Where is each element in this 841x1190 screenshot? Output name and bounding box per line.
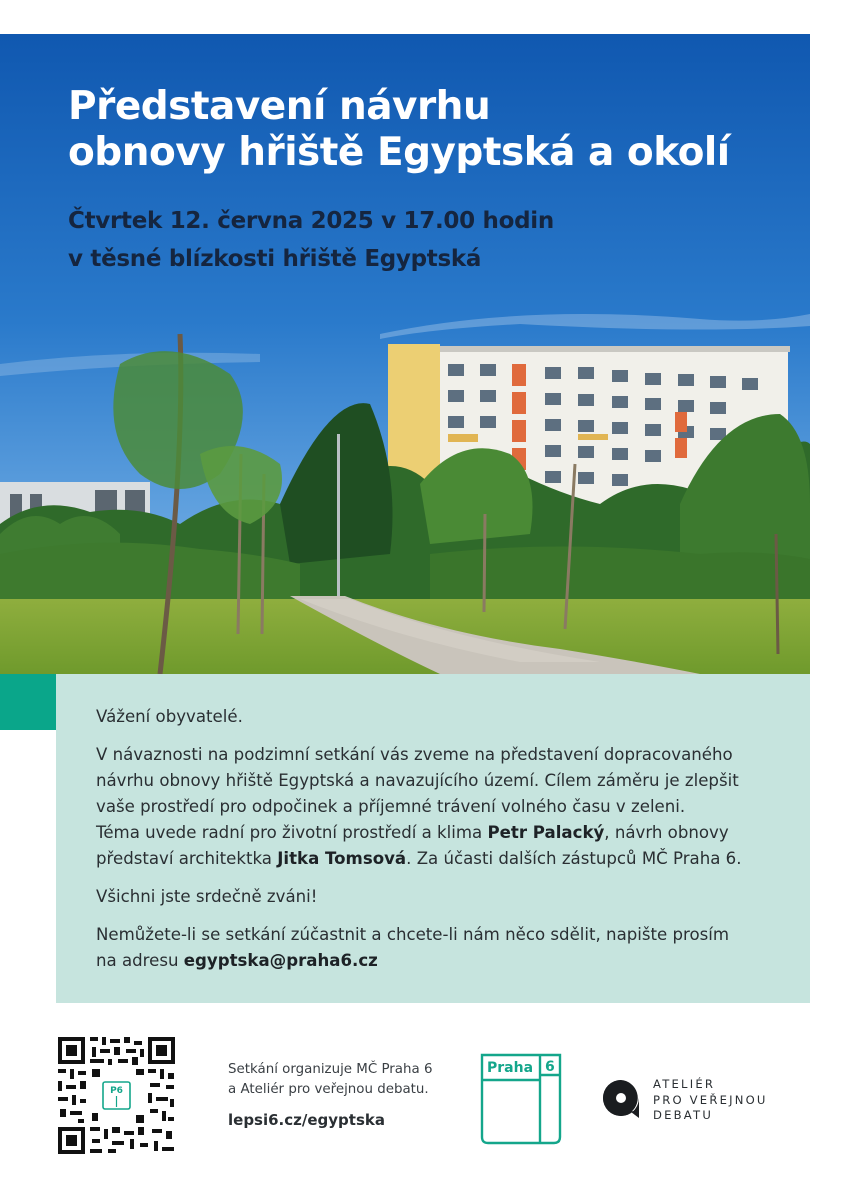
atelier-logo xyxy=(601,1076,781,1124)
description-paragraph xyxy=(96,742,796,872)
description-line: představí architektka xyxy=(96,849,278,868)
invitation-text xyxy=(96,704,796,986)
greeting: Vážení obyvatelé. xyxy=(96,707,243,726)
event-details xyxy=(68,202,554,278)
qr-code[interactable] xyxy=(56,1035,177,1156)
teal-accent-square xyxy=(0,674,56,730)
website-link[interactable]: lepsi6.cz/egyptska xyxy=(228,1111,385,1129)
organizer-line-1: Setkání organizuje MČ Praha 6 xyxy=(228,1062,433,1077)
description-line: návrhu obnovy hřiště Egyptská a navazujícího území. Cílem záměru je zlepšit xyxy=(96,771,739,790)
praha-word: Praha xyxy=(487,1060,534,1076)
contact-paragraph xyxy=(96,922,796,974)
praha-number: 6 xyxy=(545,1059,555,1075)
event-title xyxy=(68,84,730,176)
speech-bubble-icon xyxy=(601,1078,645,1122)
event-title-line-2: obnovy hřiště Egyptská a okolí xyxy=(68,130,730,175)
praha6-logo xyxy=(480,1053,562,1145)
email-link[interactable]: egyptska@praha6.cz xyxy=(183,951,378,970)
contact-line: na adresu xyxy=(96,951,184,970)
atelier-line-3: DEBATU xyxy=(653,1108,714,1122)
invitation-sentence: Všichni jste srdečně zváni! xyxy=(96,887,318,906)
description-line: Téma uvede radní pro životní prostředí a klima xyxy=(96,823,488,842)
event-date: Čtvrtek 12. června 2025 v 17.00 hodin xyxy=(68,208,554,234)
organizer-info xyxy=(228,1060,468,1100)
description-line: vaše prostředí pro odpočinek a příjemné trávení volného času v zeleni. xyxy=(96,797,686,816)
atelier-line-1: ATELIÉR xyxy=(653,1077,716,1091)
organizer-line-2: a Ateliér pro veřejnou debatu. xyxy=(228,1082,429,1097)
speaker-jitka-tomsova: Jitka Tomsová xyxy=(277,849,407,868)
qr-logo-text: P6 xyxy=(110,1086,123,1096)
speaker-petr-palacky: Petr Palacký xyxy=(487,823,605,842)
atelier-name xyxy=(653,1077,768,1124)
description-line: . Za účasti dalších zástupců MČ Praha 6. xyxy=(406,849,742,868)
atelier-line-2: PRO VEŘEJNOU xyxy=(653,1092,768,1107)
invitation-box xyxy=(56,674,810,1003)
description-line: V návaznosti na podzimní setkání vás zveme na představení dopracovaného xyxy=(96,745,733,764)
event-place: v těsné blízkosti hřiště Egyptská xyxy=(68,246,482,272)
contact-line: Nemůžete-li se setkání zúčastnit a chcete-li nám něco sdělit, napište prosím xyxy=(96,925,730,944)
description-line: , návrh obnovy xyxy=(604,823,729,842)
event-title-line-1: Představení návrhu xyxy=(68,84,491,129)
